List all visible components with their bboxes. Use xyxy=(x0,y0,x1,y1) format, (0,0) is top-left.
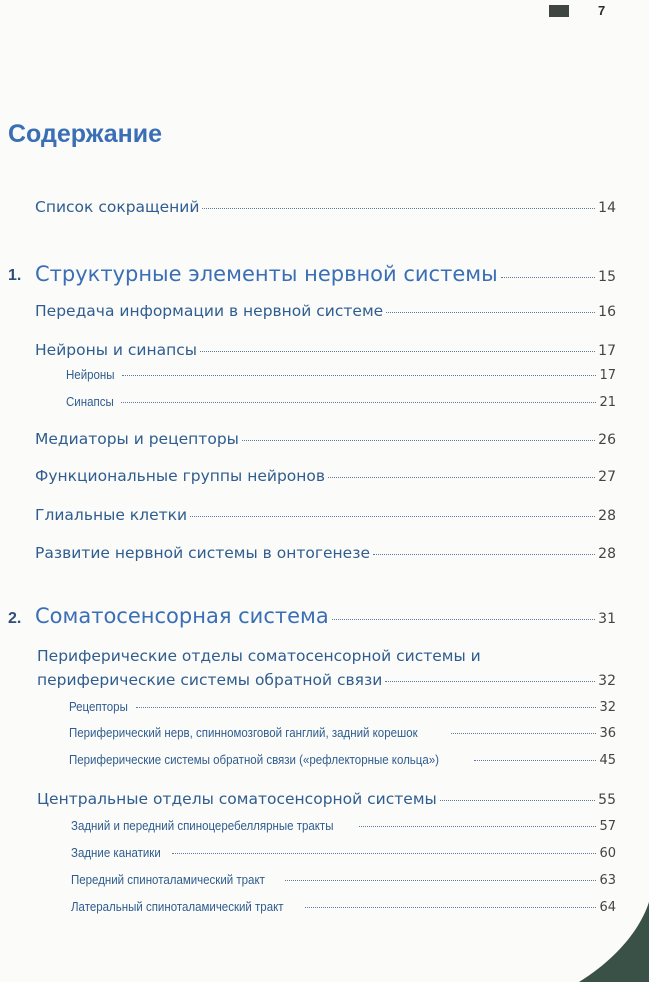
toc-subentry-feedback-systems[interactable] xyxy=(69,753,616,768)
toc-page-number: 64 xyxy=(599,900,616,915)
toc-entry-label: Функциональные группы нейронов xyxy=(35,467,326,485)
toc-page-number: 17 xyxy=(598,343,616,359)
toc-entry-label: Нейроны и синапсы xyxy=(35,341,198,359)
toc-subentry-dorsal-columns[interactable] xyxy=(71,846,616,861)
corner-decoration xyxy=(549,902,649,982)
toc-page-number: 36 xyxy=(599,726,616,741)
dot-leader xyxy=(121,402,597,403)
dot-leader xyxy=(328,477,595,478)
toc-subentry-spinocerebellar[interactable] xyxy=(71,819,616,834)
toc-entry-label: Синапсы xyxy=(66,395,114,409)
toc-chapter-label: Соматосенсорная система xyxy=(35,604,329,628)
toc-subentry-receptors[interactable] xyxy=(69,700,616,715)
toc-page-number: 21 xyxy=(599,395,616,410)
toc-entry-label: Центральные отделы соматосенсорной системы xyxy=(37,790,437,808)
toc-page-number: 32 xyxy=(598,673,616,689)
toc-page-number: 27 xyxy=(598,469,616,485)
toc-page-number: 26 xyxy=(598,432,616,448)
toc-entry-peripheral-line1[interactable]: Периферические отделы соматосенсорной системы и xyxy=(37,647,481,665)
toc-entry-label: Периферические системы обратной связи («рефлекторные кольца») xyxy=(69,753,440,767)
toc-subentry-lateral-spinothalamic[interactable] xyxy=(71,900,616,915)
page-title: Содержание xyxy=(8,120,163,148)
toc-subentry-peripheral-nerve[interactable] xyxy=(69,726,616,741)
page-number: 7 xyxy=(598,3,606,18)
toc-chapter-1[interactable] xyxy=(35,262,616,286)
toc-subentry-anterior-spinothalamic[interactable] xyxy=(71,873,616,888)
dot-leader xyxy=(385,681,595,682)
toc-entry-abbreviations[interactable] xyxy=(35,198,616,216)
toc-page-number: 57 xyxy=(599,819,616,834)
toc-entry-label: Глиальные клетки xyxy=(35,506,188,524)
toc-entry-label: Периферический нерв, спинномозговой ганглий, задний корешок xyxy=(69,726,418,740)
toc-subentry-neurons[interactable] xyxy=(66,368,616,383)
toc-page-number: 17 xyxy=(599,368,616,383)
toc-entry-label: Развитие нервной системы в онтогенезе xyxy=(35,544,370,562)
dot-leader xyxy=(200,351,595,352)
dot-leader xyxy=(202,208,595,209)
toc-page-number: 16 xyxy=(598,304,616,320)
toc-entry-mediators[interactable] xyxy=(35,430,616,448)
dot-leader xyxy=(332,619,595,620)
toc-page-number: 45 xyxy=(599,753,616,768)
dot-leader xyxy=(172,853,597,854)
toc-entry-neuron-groups[interactable] xyxy=(35,467,616,485)
toc-entry-central[interactable] xyxy=(37,790,616,808)
toc-entry-label: периферические системы обратной связи xyxy=(37,671,383,689)
toc-page-number: 32 xyxy=(599,700,616,715)
toc-subentry-synapses[interactable] xyxy=(66,395,616,410)
toc-page-number: 60 xyxy=(599,846,616,861)
toc-page-number: 63 xyxy=(599,873,616,888)
dot-leader xyxy=(190,516,595,517)
dot-leader xyxy=(373,554,595,555)
toc-page-number: 28 xyxy=(598,546,616,562)
toc-entry-ontogenesis[interactable] xyxy=(35,544,616,562)
toc-chapter-label: Структурные элементы нервной системы xyxy=(35,262,498,286)
dot-leader xyxy=(474,760,596,761)
toc-entry-neurons-synapses[interactable] xyxy=(35,341,616,359)
toc-entry-glial-cells[interactable] xyxy=(35,506,616,524)
toc-entry-peripheral[interactable] xyxy=(37,671,616,689)
toc-page-number: 31 xyxy=(598,611,616,627)
dot-leader xyxy=(136,707,597,708)
dot-leader xyxy=(451,733,596,734)
toc-entry-label: Передача информации в нервной системе xyxy=(35,302,384,320)
toc-page-number: 15 xyxy=(598,269,616,285)
toc-entry-label: Задние канатики xyxy=(71,846,161,860)
toc-entry-label: Нейроны xyxy=(66,368,115,382)
dot-leader xyxy=(285,880,597,881)
dot-leader xyxy=(386,312,595,313)
toc-entry-label: Медиаторы и рецепторы xyxy=(35,430,239,448)
toc-chapter-2[interactable] xyxy=(35,604,616,628)
dot-leader xyxy=(242,440,595,441)
toc-entry-label: Список сокращений xyxy=(35,198,200,216)
toc-entry-information-transfer[interactable] xyxy=(35,302,616,320)
toc-page-number: 28 xyxy=(598,508,616,524)
toc-entry-label: Передний спиноталамический тракт xyxy=(71,873,265,887)
toc-page-number: 14 xyxy=(598,200,616,216)
toc-entry-label: Задний и передний спиноцеребеллярные тракты xyxy=(71,819,334,833)
toc-entry-label: Латеральный спиноталамический тракт xyxy=(71,900,284,914)
dot-leader xyxy=(122,375,597,376)
dot-leader xyxy=(440,800,595,801)
chapter-number: 2. xyxy=(8,610,22,627)
dot-leader xyxy=(359,826,596,827)
dot-leader xyxy=(501,277,596,278)
chapter-number: 1. xyxy=(8,267,22,284)
toc-entry-label: Рецепторы xyxy=(69,700,128,714)
toc-page-number: 55 xyxy=(598,792,616,808)
